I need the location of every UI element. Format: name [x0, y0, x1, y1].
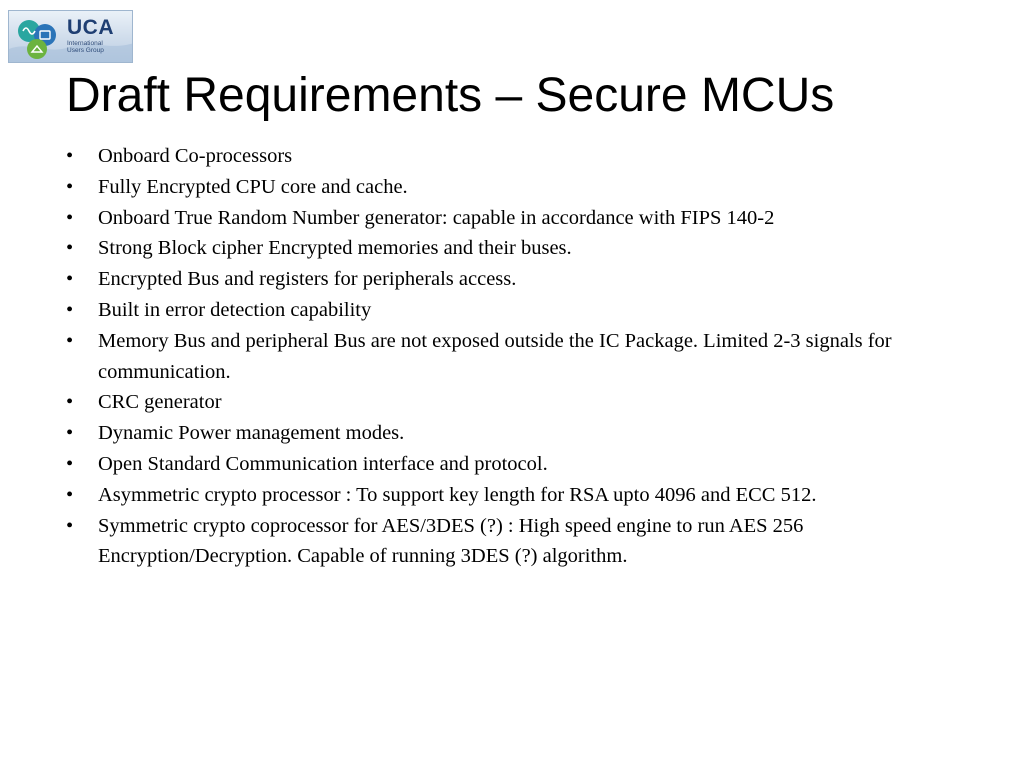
list-item	[66, 511, 946, 573]
list-item-text: Symmetric crypto coprocessor for AES/3DES (?) : High speed engine to run AES 256 Encryption/Decryption. Capable of running 3DES (?) algorithm.	[98, 514, 804, 568]
logo-subtitle	[67, 40, 104, 54]
list-item	[66, 418, 946, 449]
logo-subtitle-line-1: International	[67, 40, 103, 47]
logo-name: UCA	[67, 16, 114, 39]
bullet-marker: •	[66, 422, 74, 445]
list-item	[66, 233, 946, 264]
list-item-text: Dynamic Power management modes.	[98, 422, 405, 445]
list-item	[66, 264, 946, 295]
list-item-text: Onboard Co-processors	[98, 145, 293, 167]
list-item-text: Open Standard Communication interface and protocol.	[98, 452, 548, 475]
bullet-marker: •	[66, 175, 74, 198]
slide-title: Draft Requirements – Secure MCUs	[66, 69, 835, 122]
bullet-marker: •	[66, 483, 74, 506]
bullet-marker: •	[66, 452, 74, 475]
logo-subtitle-line-2: Users Group	[67, 47, 104, 54]
bullet-marker: •	[66, 514, 74, 537]
list-item-text: Strong Block cipher Encrypted memories and their buses.	[98, 237, 572, 260]
bullet-marker: •	[66, 206, 74, 229]
bullet-marker: •	[66, 145, 74, 167]
list-item-text: Built in error detection capability	[98, 298, 372, 321]
list-item	[66, 480, 946, 511]
list-item	[66, 387, 946, 418]
uca-logo	[8, 10, 133, 63]
list-item-text: Asymmetric crypto processor : To support key length for RSA upto 4096 and ECC 512.	[98, 483, 817, 506]
bullet-marker: •	[66, 237, 74, 260]
list-item-text: CRC generator	[98, 391, 222, 414]
list-item	[66, 326, 946, 388]
bullet-marker: •	[66, 391, 74, 414]
list-item-text: Fully Encrypted CPU core and cache.	[98, 175, 408, 198]
list-item-text: Encrypted Bus and registers for peripherals access.	[98, 268, 517, 291]
bullet-marker: •	[66, 298, 74, 321]
list-item	[66, 449, 946, 480]
bullet-marker: •	[66, 268, 74, 291]
bullet-marker: •	[66, 329, 74, 352]
requirements-list	[66, 141, 946, 572]
list-item-text: Onboard True Random Number generator: capable in accordance with FIPS 140-2	[98, 206, 775, 229]
list-item-text: Memory Bus and peripheral Bus are not exposed outside the IC Package. Limited 2-3 signals for communication.	[98, 329, 892, 383]
list-item	[66, 172, 946, 203]
list-item	[66, 295, 946, 326]
list-item	[66, 203, 946, 234]
list-item	[66, 141, 946, 172]
